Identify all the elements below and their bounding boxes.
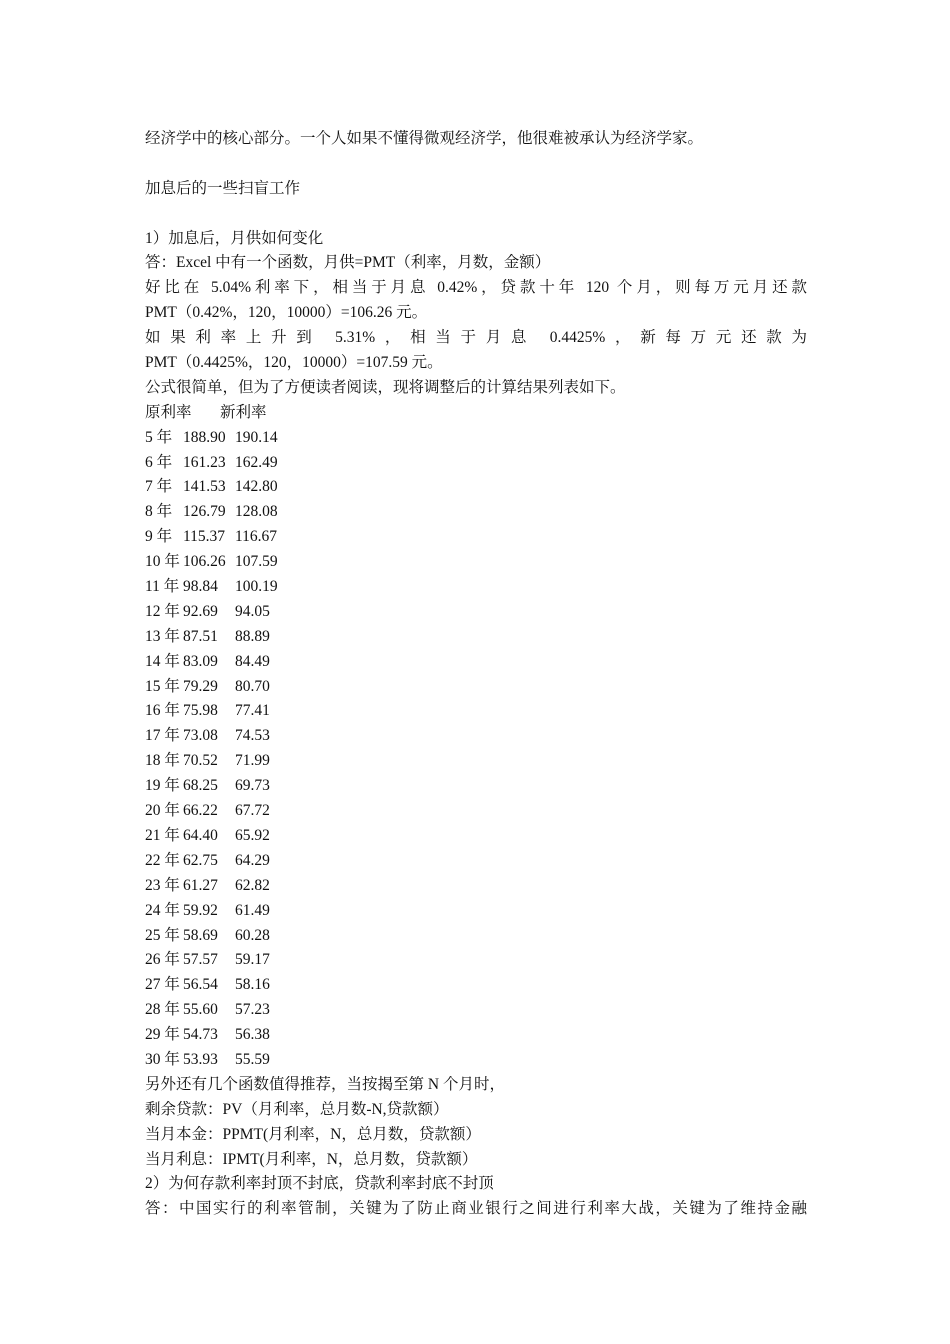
row-old-payment: 57.57	[183, 951, 218, 969]
row-years: 12 年	[145, 602, 180, 620]
table-row	[145, 1023, 807, 1048]
header-old-rate: 原利率	[145, 403, 192, 421]
ppmt-function-line: 当月本金：PPMT(月利率，N，总月数，贷款额）	[145, 1125, 481, 1143]
row-new-payment: 67.72	[235, 802, 270, 820]
row-years: 28 年	[145, 1001, 180, 1019]
row-new-payment: 100.19	[235, 578, 278, 596]
table-row	[145, 724, 807, 749]
row-old-payment: 55.60	[183, 1001, 218, 1019]
question-2-title: 2）为何存款利率封顶不封底，贷款利率封底不封顶	[145, 1175, 494, 1193]
table-row	[145, 799, 807, 824]
row-new-payment: 60.28	[235, 926, 270, 944]
row-new-payment: 107.59	[235, 553, 278, 571]
row-years: 5 年	[145, 428, 173, 446]
row-years: 11 年	[145, 578, 180, 596]
row-old-payment: 56.54	[183, 976, 218, 994]
row-old-payment: 73.08	[183, 727, 218, 745]
table-row	[145, 824, 807, 849]
row-new-payment: 56.38	[235, 1026, 270, 1044]
row-new-payment: 62.82	[235, 876, 270, 894]
header-new-rate: 新利率	[220, 403, 267, 421]
row-years: 27 年	[145, 976, 180, 994]
table-row	[145, 600, 807, 625]
payment-table-header	[145, 401, 807, 426]
row-old-payment: 54.73	[183, 1026, 218, 1044]
row-new-payment: 59.17	[235, 951, 270, 969]
row-years: 22 年	[145, 851, 180, 869]
row-years: 24 年	[145, 901, 180, 919]
row-old-payment: 87.51	[183, 627, 218, 645]
row-new-payment: 116.67	[235, 528, 278, 546]
row-new-payment: 55.59	[235, 1050, 270, 1068]
row-new-payment: 162.49	[235, 453, 278, 471]
row-years: 19 年	[145, 777, 180, 795]
row-old-payment: 62.75	[183, 851, 218, 869]
row-years: 25 年	[145, 926, 180, 944]
row-old-payment: 61.27	[183, 876, 218, 894]
table-row	[145, 749, 807, 774]
row-years: 21 年	[145, 826, 180, 844]
row-old-payment: 141.53	[183, 478, 226, 496]
table-row	[145, 451, 807, 476]
row-years: 16 年	[145, 702, 180, 720]
row-years: 15 年	[145, 677, 180, 695]
example-1-line-2: PMT（0.42%，120，10000）=106.26 元。	[145, 304, 428, 322]
row-years: 17 年	[145, 727, 180, 745]
example-1-line-1: 好比在 5.04%利率下，相当于月息 0.42%，贷款十年 120 个月，则每万元月还款	[145, 279, 807, 297]
row-new-payment: 71.99	[235, 752, 270, 770]
row-new-payment: 69.73	[235, 777, 270, 795]
row-old-payment: 68.25	[183, 777, 218, 795]
example-2-line-1: 如果利率上升到 5.31%，相当于月息 0.4425%，新每万元还款为	[145, 329, 807, 347]
payment-table	[145, 426, 807, 1073]
row-years: 23 年	[145, 876, 180, 894]
table-row	[145, 774, 807, 799]
row-new-payment: 64.29	[235, 851, 270, 869]
row-old-payment: 188.90	[183, 428, 226, 446]
table-row	[145, 699, 807, 724]
row-old-payment: 115.37	[183, 528, 226, 546]
table-row	[145, 849, 807, 874]
document-page	[145, 127, 807, 1222]
table-row	[145, 525, 807, 550]
row-new-payment: 84.49	[235, 652, 270, 670]
table-row	[145, 998, 807, 1023]
row-old-payment: 59.92	[183, 901, 218, 919]
row-old-payment: 83.09	[183, 652, 218, 670]
row-new-payment: 74.53	[235, 727, 270, 745]
row-old-payment: 53.93	[183, 1050, 218, 1068]
row-old-payment: 161.23	[183, 453, 226, 471]
row-old-payment: 66.22	[183, 802, 218, 820]
row-old-payment: 58.69	[183, 926, 218, 944]
row-new-payment: 61.49	[235, 901, 270, 919]
table-row	[145, 874, 807, 899]
row-years: 8 年	[145, 503, 173, 521]
row-old-payment: 106.26	[183, 553, 226, 571]
table-row	[145, 550, 807, 575]
row-old-payment: 92.69	[183, 602, 218, 620]
row-years: 13 年	[145, 627, 180, 645]
table-row	[145, 475, 807, 500]
row-old-payment: 75.98	[183, 702, 218, 720]
table-row	[145, 625, 807, 650]
table-row	[145, 650, 807, 675]
blank-line	[145, 152, 807, 177]
table-row	[145, 1048, 807, 1073]
question-1-answer-intro: 答：Excel 中有一个函数，月供=PMT（利率，月数，金额）	[145, 254, 551, 272]
table-row	[145, 948, 807, 973]
row-years: 14 年	[145, 652, 180, 670]
row-new-payment: 190.14	[235, 428, 278, 446]
row-years: 6 年	[145, 453, 173, 471]
row-new-payment: 65.92	[235, 826, 270, 844]
table-row	[145, 924, 807, 949]
row-new-payment: 80.70	[235, 677, 270, 695]
row-new-payment: 77.41	[235, 702, 270, 720]
row-years: 9 年	[145, 528, 173, 546]
table-row	[145, 675, 807, 700]
row-years: 26 年	[145, 951, 180, 969]
section-title: 加息后的一些扫盲工作	[145, 179, 301, 197]
row-old-payment: 79.29	[183, 677, 218, 695]
row-old-payment: 98.84	[183, 578, 218, 596]
row-new-payment: 128.08	[235, 503, 278, 521]
row-years: 30 年	[145, 1050, 180, 1068]
question-2-answer-start: 答：中国实行的利率管制，关键为了防止商业银行之间进行利率大战，关键为了维持金融	[145, 1200, 807, 1218]
row-years: 10 年	[145, 553, 180, 571]
row-new-payment: 58.16	[235, 976, 270, 994]
intro-line: 经济学中的核心部分。一个人如果不懂得微观经济学，他很难被承认为经济学家。	[145, 130, 704, 147]
row-years: 29 年	[145, 1026, 180, 1044]
row-new-payment: 94.05	[235, 602, 270, 620]
blank-line	[145, 202, 807, 227]
question-1-title: 1）加息后，月供如何变化	[145, 229, 324, 247]
row-new-payment: 88.89	[235, 627, 270, 645]
example-2-line-2: PMT（0.4425%，120，10000）=107.59 元。	[145, 354, 443, 372]
row-new-payment: 57.23	[235, 1001, 270, 1019]
table-row	[145, 426, 807, 451]
ipmt-function-line: 当月利息：IPMT(月利率，N，总月数，贷款额）	[145, 1150, 478, 1168]
row-old-payment: 70.52	[183, 752, 218, 770]
table-row	[145, 899, 807, 924]
table-row	[145, 973, 807, 998]
row-years: 20 年	[145, 802, 180, 820]
more-functions-line: 另外还有几个函数值得推荐，当按揭至第 N 个月时，	[145, 1075, 505, 1093]
pv-function-line: 剩余贷款：PV（月利率，总月数-N,贷款额）	[145, 1100, 449, 1118]
row-years: 7 年	[145, 478, 173, 496]
table-intro: 公式很简单，但为了方便读者阅读，现将调整后的计算结果列表如下。	[145, 378, 626, 396]
row-years: 18 年	[145, 752, 180, 770]
row-old-payment: 64.40	[183, 826, 218, 844]
table-row	[145, 500, 807, 525]
row-old-payment: 126.79	[183, 503, 226, 521]
row-new-payment: 142.80	[235, 478, 278, 496]
table-row	[145, 575, 807, 600]
